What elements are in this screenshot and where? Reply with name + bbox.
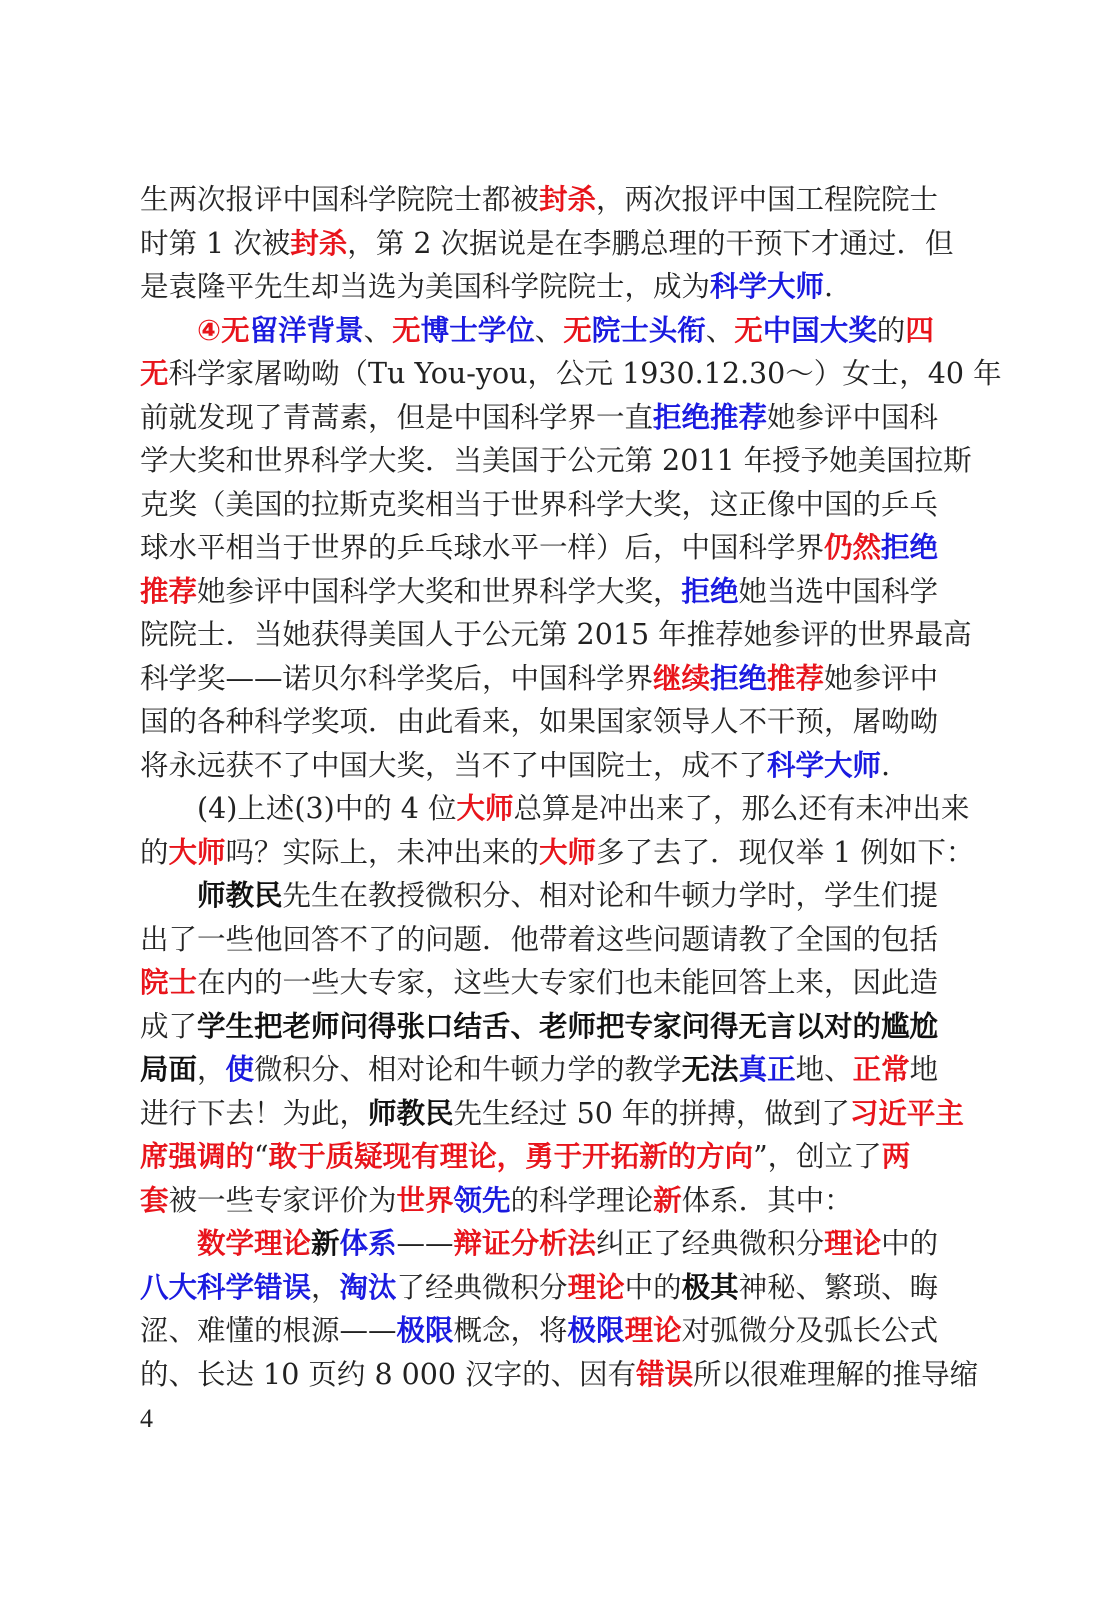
emphasis-red: 大师: [168, 835, 226, 869]
text-line: [140, 831, 975, 875]
text-run: 成了: [140, 1009, 198, 1043]
text-line: [140, 874, 944, 918]
emphasis-red: 仍然: [824, 531, 882, 564]
page-number: 4: [140, 1404, 153, 1433]
emphasis-blue: 博士学位: [420, 313, 535, 347]
text-run: 被一些专家评价为: [168, 1183, 397, 1217]
emphasis-red: 习近平主: [849, 1096, 964, 1130]
emphasis-red: 世界: [396, 1183, 454, 1217]
emphasis-red: 敢于质疑现有理论，勇于开拓新的方向: [268, 1140, 754, 1173]
text-run: 涩、难懂的根源——: [140, 1314, 397, 1347]
emphasis-red: 四: [905, 313, 934, 347]
emphasis-bold: 新: [311, 1227, 340, 1260]
text-run: 前就发现了青蒿素，但是中国科学界一直: [140, 400, 654, 434]
text-run: 时第 1 次被: [140, 226, 291, 260]
emphasis-bold: 学生把老师问得张口结舌、老师把专家问得无言以对的尴尬: [197, 1009, 939, 1043]
text-run: 中的: [881, 1227, 939, 1260]
emphasis-blue: 拒绝: [881, 531, 939, 564]
emphasis-blue: 留洋背景: [249, 313, 364, 347]
emphasis-red: 新: [653, 1183, 682, 1217]
text-run: 、: [705, 313, 735, 347]
emphasis-blue: 淘汰: [339, 1270, 397, 1304]
text-run: 所以很难理解的推导缩: [693, 1357, 979, 1391]
text-run: 总算是冲出来了，那么还有未冲出来: [513, 792, 970, 825]
text-line: [140, 222, 954, 266]
text-line: [140, 1048, 944, 1092]
emphasis-red: 大师: [539, 835, 597, 869]
emphasis-blue: 科学大师: [767, 748, 882, 782]
text-run: 将永远获不了中国大奖，当不了中国院士，成不了: [140, 748, 768, 782]
text-line: [140, 1135, 944, 1179]
emphasis-red: 理论: [824, 1227, 882, 1260]
document-body: [140, 178, 1002, 1396]
text-run: ，: [197, 1053, 226, 1086]
text-line: [140, 1353, 979, 1397]
emphasis-blue: 体系: [339, 1227, 397, 1260]
emphasis-red: 数学理论: [197, 1227, 312, 1260]
text-line: [140, 526, 944, 570]
text-run: 出了一些他回答不了的问题．他带着这些问题请教了全国的包括: [140, 922, 939, 956]
text-line: [140, 1179, 944, 1223]
text-line: [140, 483, 944, 527]
text-run: ，: [311, 1270, 340, 1304]
text-line: [140, 613, 972, 657]
emphasis-blue: 极限: [567, 1314, 625, 1347]
text-line: [140, 918, 944, 962]
text-run: 克奖（美国的拉斯克奖相当于世界科学大奖，这正像中国的乒乓: [140, 487, 939, 521]
text-line: [140, 265, 944, 309]
emphasis-red: 院士: [140, 966, 198, 999]
emphasis-blue: 使: [225, 1053, 255, 1086]
text-line: [140, 700, 944, 744]
text-run: 科学家屠呦呦（Tu You-you，公元 1930.12.30～）女士，40 年: [168, 357, 1002, 390]
text-line: [140, 178, 944, 222]
emphasis-red: 无: [140, 357, 169, 390]
text-run: 球水平相当于世界的乒乓球水平一样）后，中国科学界: [140, 531, 825, 564]
emphasis-red: 理论: [624, 1314, 682, 1347]
text-line: [140, 439, 972, 483]
text-run: 先生在教授微积分、相对论和牛顿力学时，学生们提: [282, 879, 939, 912]
text-run: ——: [396, 1227, 454, 1260]
text-run: 、: [534, 313, 564, 347]
text-run: 进行下去！为此，: [140, 1096, 369, 1130]
text-run: 她参评中国科学大奖和世界科学大奖，: [197, 574, 682, 608]
emphasis-red: 无: [734, 313, 763, 347]
text-run: 中的: [624, 1270, 682, 1304]
text-line: [140, 352, 1002, 396]
emphasis-bold: 局面: [140, 1053, 198, 1086]
emphasis-blue: 八大科学错误: [140, 1270, 312, 1304]
text-run: 生两次报评中国科学院院士都被: [140, 183, 540, 216]
emphasis-red: 席强调的: [140, 1140, 255, 1173]
emphasis-red: 辩证分析法: [453, 1227, 597, 1260]
emphasis-bold: 师教民: [368, 1096, 454, 1130]
text-run: 神秘、繁琐、晦: [738, 1270, 939, 1304]
text-run: ，两次报评中国工程院院士: [596, 183, 939, 216]
text-line: [140, 961, 944, 1005]
emphasis-blue: 院士头衔: [591, 313, 706, 347]
text-run: 院院士．当她获得美国人于公元第 2015 年推荐她参评的世界最高: [140, 618, 972, 651]
emphasis-red: 错误: [636, 1357, 694, 1391]
text-run: ”，创立了: [753, 1140, 882, 1173]
text-line: [140, 570, 944, 614]
emphasis-blue: 中国大奖: [762, 313, 877, 347]
text-line: [140, 1222, 944, 1266]
text-run: 科学奖——诺贝尔科学奖后，中国科学界: [140, 661, 654, 695]
text-line: [140, 396, 944, 440]
text-run: ，第 2 次据说是在李鹏总理的干预下才通过．但: [347, 226, 954, 260]
emphasis-red: 继续: [653, 661, 711, 695]
text-run: 她参评中国科: [767, 400, 939, 434]
text-run: 地: [909, 1053, 939, 1086]
text-run: .: [881, 748, 891, 782]
text-run: 在内的一些大专家，这些大专家们也未能回答上来，因此造: [197, 966, 939, 999]
text-run: 多了去了．现仅举 1 例如下：: [596, 835, 975, 869]
text-run: 国的各种科学奖项．由此看来，如果国家领导人不干预，屠呦呦: [140, 705, 939, 738]
text-run: 、: [363, 313, 393, 347]
text-run: 是袁隆平先生却当选为美国科学院院士，成为: [140, 270, 711, 303]
text-line: [140, 309, 944, 353]
emphasis-red: 大师: [456, 792, 514, 825]
text-run: 概念，将: [453, 1314, 568, 1347]
emphasis-blue: 拒绝: [710, 661, 768, 695]
text-line: [140, 1092, 964, 1136]
emphasis-blue: 拒绝: [681, 574, 739, 608]
emphasis-red: 无: [392, 313, 421, 347]
emphasis-red: 正常: [852, 1053, 910, 1086]
text-run: 学大奖和世界科学大奖．当美国于公元第 2011 年授予她美国拉斯: [140, 444, 972, 477]
text-run: 对弧微分及弧长公式: [681, 1314, 939, 1347]
text-run: 纠正了经典微积分: [596, 1227, 825, 1260]
text-run: 的、长达 10 页约 8 000 汉字的、因有: [140, 1357, 637, 1391]
emphasis-red: 封杀: [290, 226, 348, 260]
emphasis-red: 推荐: [767, 661, 825, 695]
text-run: 的: [876, 313, 906, 347]
emphasis-blue: 科学大师: [710, 270, 825, 303]
text-run: 吗？实际上，未冲出来的: [225, 835, 540, 869]
text-run: 的科学理论: [510, 1183, 654, 1217]
text-run: 微积分、相对论和牛顿力学的教学: [254, 1053, 682, 1086]
emphasis-blue: 拒绝推荐: [653, 400, 768, 434]
emphasis-blue: 极限: [396, 1314, 454, 1347]
text-line: [140, 1309, 944, 1353]
text-line: [140, 787, 970, 831]
emphasis-bold: 无法: [681, 1053, 739, 1086]
emphasis-red: ④无: [197, 313, 250, 347]
text-line: [140, 1005, 944, 1049]
emphasis-red: 推荐: [140, 574, 198, 608]
emphasis-bold: 师教民: [197, 879, 283, 912]
text-run: “: [254, 1140, 269, 1173]
text-run: 的: [140, 835, 169, 869]
text-run: 她参评中: [824, 661, 939, 695]
emphasis-blue: 真正: [738, 1053, 796, 1086]
text-run: 地、: [795, 1053, 853, 1086]
text-run: 体系．其中：: [681, 1183, 853, 1217]
emphasis-red: 两: [881, 1140, 911, 1173]
text-run: (4)上述(3)中的 4 位: [197, 792, 457, 825]
emphasis-red: 封杀: [539, 183, 597, 216]
text-line: [140, 657, 944, 701]
text-run: 她当选中国科学: [738, 574, 939, 608]
emphasis-bold: 极其: [681, 1270, 739, 1304]
emphasis-blue: 领先: [453, 1183, 511, 1217]
text-line: [140, 1266, 944, 1310]
text-run: .: [824, 270, 834, 303]
text-run: 先生经过 50 年的拼搏，做到了: [453, 1096, 850, 1130]
emphasis-red: 无: [563, 313, 592, 347]
text-run: 了经典微积分: [396, 1270, 568, 1304]
emphasis-red: 套: [140, 1183, 169, 1217]
emphasis-red: 理论: [567, 1270, 625, 1304]
text-line: [140, 744, 944, 788]
